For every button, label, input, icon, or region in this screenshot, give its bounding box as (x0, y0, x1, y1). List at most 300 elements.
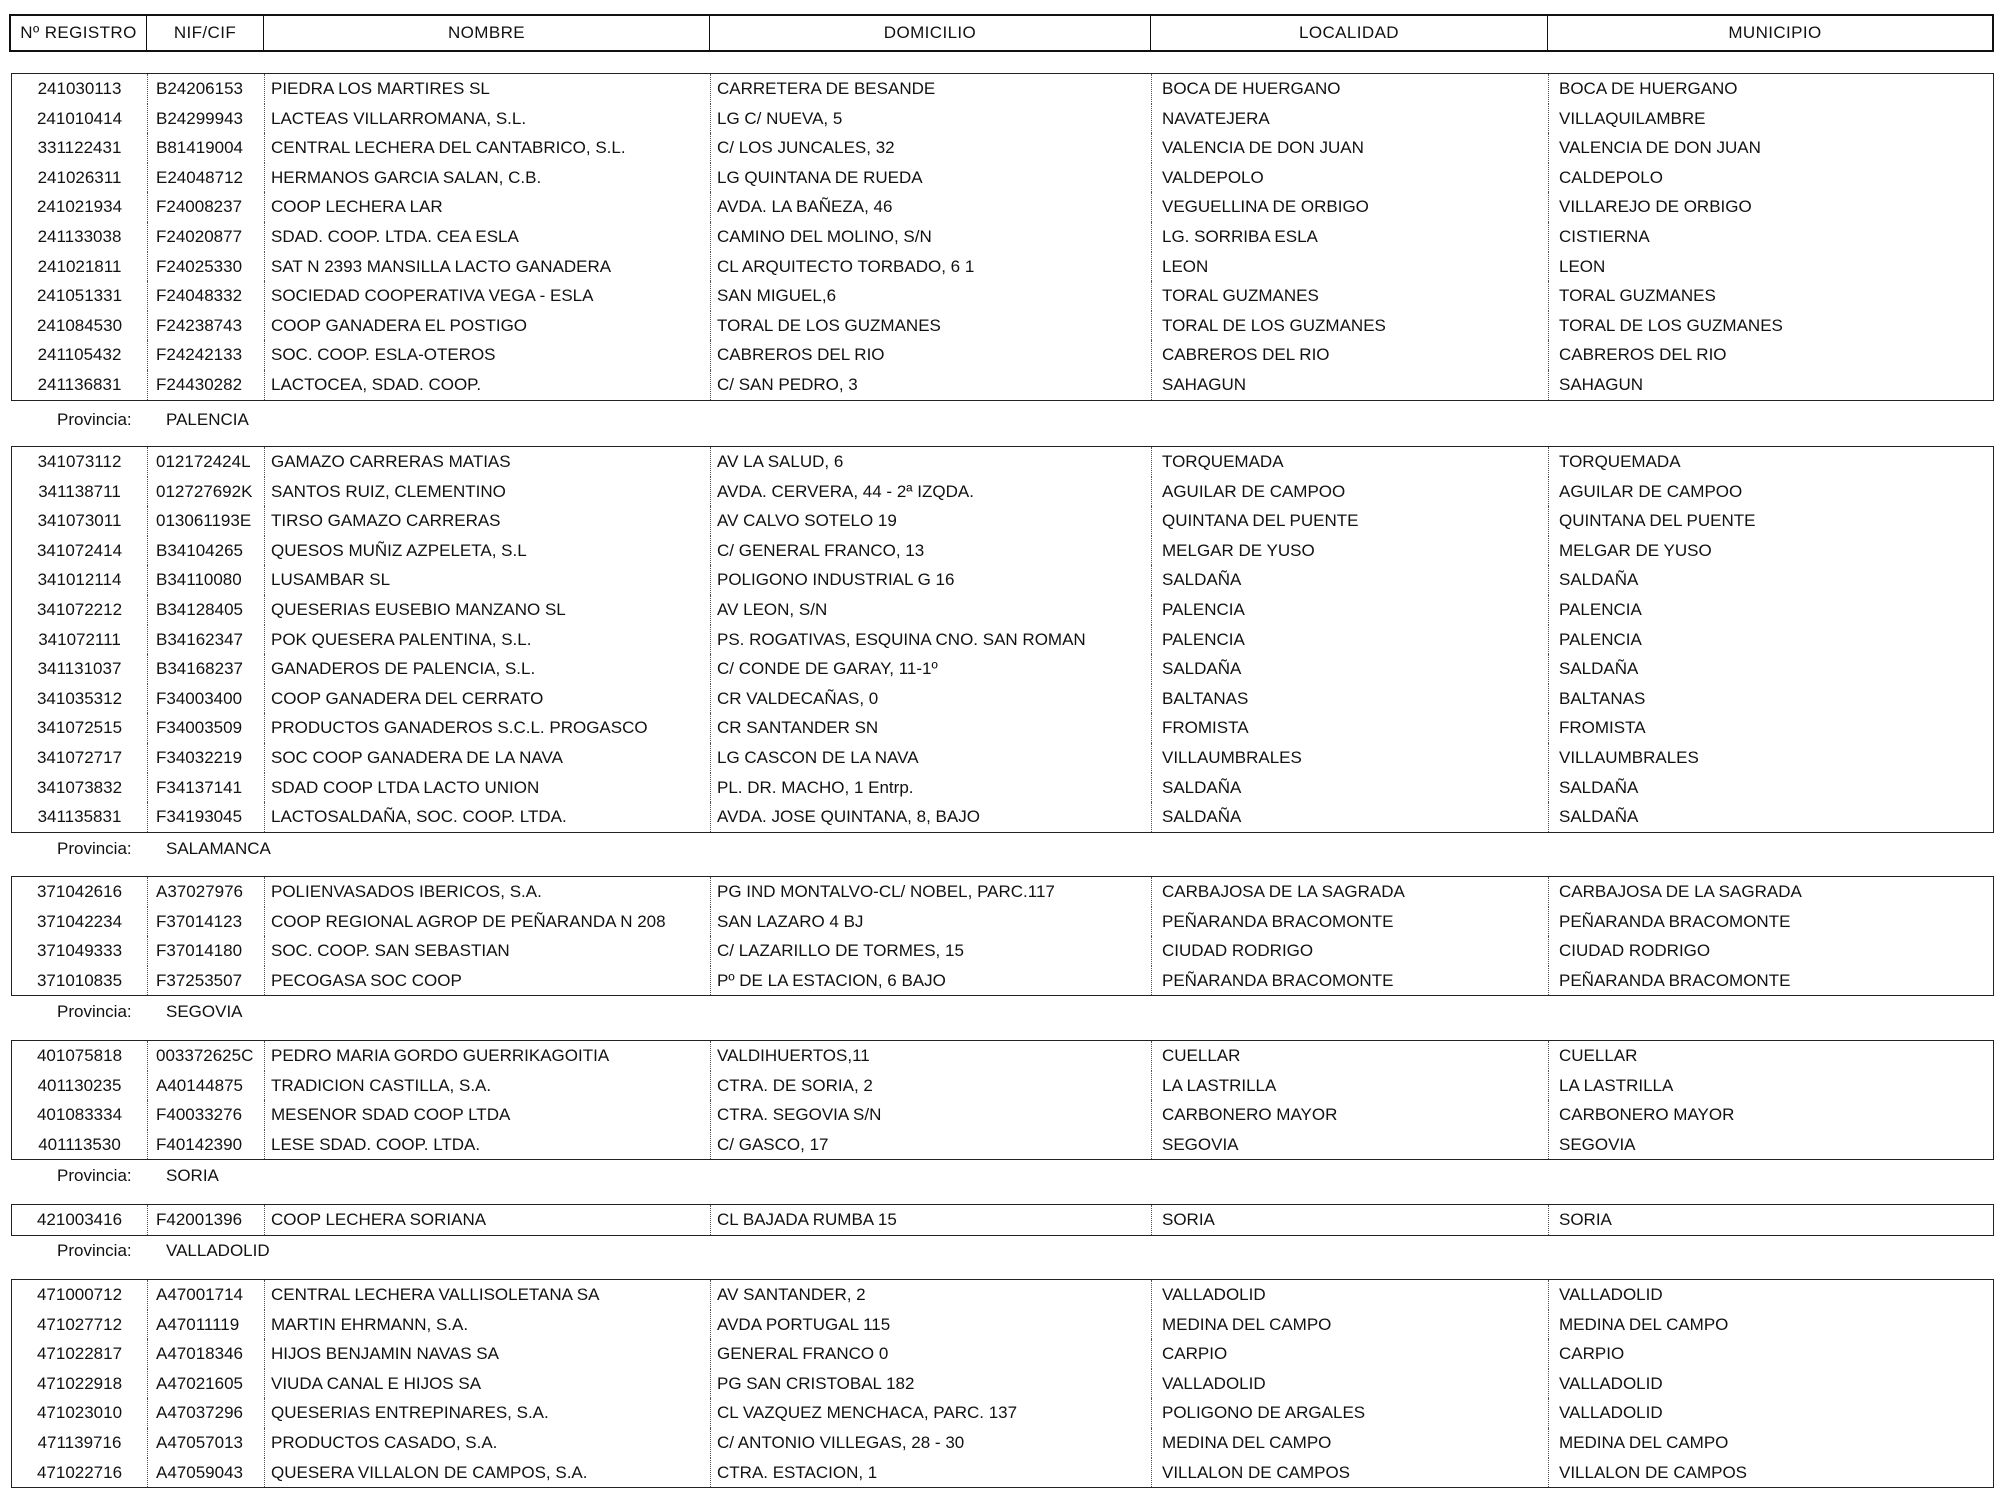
domicilio-cell: CL ARQUITECTO TORBADO, 6 1 (710, 252, 1151, 282)
header-nif: NIF/CIF (146, 16, 263, 50)
registro-cell: 341135831 (37, 807, 122, 827)
municipio-cell: MELGAR DE YUSO (1548, 536, 2000, 566)
table-row (12, 684, 1993, 714)
registro-cell: 241026311 (37, 167, 122, 187)
municipio-cell: SALDAÑA (1548, 773, 2000, 803)
localidad-cell: SALDAÑA (1151, 802, 1548, 832)
localidad-cell: QUINTANA DEL PUENTE (1151, 506, 1548, 536)
registro-cell: 471027712 (36, 1314, 123, 1334)
registro-cell: 241021811 (37, 256, 122, 276)
nombre-cell: SOC. COOP. ESLA-OTEROS (264, 340, 710, 370)
nombre-cell: COOP GANADERA EL POSTIGO (264, 311, 710, 341)
nombre-cell: POLIENVASADOS IBERICOS, S.A. (264, 877, 710, 907)
localidad-cell: BOCA DE HUERGANO (1151, 74, 1548, 104)
registro-cell: 471022918 (36, 1373, 123, 1393)
registro-cell: 341073011 (37, 511, 122, 531)
province-name: SALAMANCA (166, 839, 271, 858)
registro-cell: 241084530 (36, 315, 123, 335)
header-municipio: MUNICIPIO (1547, 16, 2000, 50)
nombre-cell: SOCIEDAD COOPERATIVA VEGA - ESLA (264, 281, 710, 311)
nombre-cell: TRADICION CASTILLA, S.A. (264, 1071, 710, 1101)
registro-cell: 471022817 (36, 1344, 123, 1364)
registro-cell: 401075818 (36, 1046, 123, 1065)
registro-cell: 341072414 (36, 540, 123, 560)
domicilio-cell: AV LEON, S/N (710, 595, 1151, 625)
table-row (12, 311, 1993, 341)
nif-cell: F34003400 (147, 684, 264, 714)
nif-cell: A37027976 (147, 877, 264, 907)
nombre-cell: LACTEAS VILLARROMANA, S.L. (264, 104, 710, 134)
municipio-cell: CIUDAD RODRIGO (1548, 936, 2000, 966)
table-row (12, 340, 1993, 370)
municipio-cell: QUINTANA DEL PUENTE (1548, 506, 2000, 536)
table-row (12, 1130, 1993, 1160)
localidad-cell: TORQUEMADA (1151, 447, 1548, 477)
domicilio-cell: CAMINO DEL MOLINO, S/N (710, 222, 1151, 252)
domicilio-cell: CR VALDECAÑAS, 0 (710, 684, 1151, 714)
nif-cell: B24299943 (147, 104, 264, 134)
domicilio-cell: CABREROS DEL RIO (710, 340, 1151, 370)
municipio-cell: CISTIERNA (1548, 222, 2000, 252)
localidad-cell: POLIGONO DE ARGALES (1151, 1398, 1548, 1428)
registro-cell: 341073832 (36, 777, 123, 797)
table-row (12, 802, 1993, 832)
nif-cell: A47037296 (147, 1398, 264, 1428)
nombre-cell: LESE SDAD. COOP. LTDA. (264, 1130, 710, 1160)
nombre-cell: QUESOS MUÑIZ AZPELETA, S.L (264, 536, 710, 566)
municipio-cell: CABREROS DEL RIO (1548, 340, 2000, 370)
nif-cell: B34104265 (147, 536, 264, 566)
localidad-cell: BALTANAS (1151, 684, 1548, 714)
municipio-cell: BALTANAS (1548, 684, 2000, 714)
localidad-cell: CABREROS DEL RIO (1151, 340, 1548, 370)
localidad-cell: SALDAÑA (1151, 565, 1548, 595)
registro-cell: 341073112 (37, 452, 122, 471)
nif-cell: 012727692K (147, 477, 264, 507)
municipio-cell: CARPIO (1548, 1339, 2000, 1369)
municipio-cell: SALDAÑA (1548, 654, 2000, 684)
domicilio-cell: AVDA PORTUGAL 115 (710, 1310, 1151, 1340)
domicilio-cell: POLIGONO INDUSTRIAL G 16 (710, 565, 1151, 595)
registro-cell: 471000712 (36, 1285, 123, 1304)
municipio-cell: CARBAJOSA DE LA SAGRADA (1548, 877, 2000, 907)
domicilio-cell: AV LA SALUD, 6 (710, 447, 1151, 477)
municipio-cell: LA LASTRILLA (1548, 1071, 2000, 1101)
localidad-cell: CIUDAD RODRIGO (1151, 936, 1548, 966)
nif-cell: F34193045 (147, 802, 264, 832)
domicilio-cell: PG IND MONTALVO-CL/ NOBEL, PARC.117 (710, 877, 1151, 907)
nombre-cell: TIRSO GAMAZO CARRERAS (264, 506, 710, 536)
domicilio-cell: GENERAL FRANCO 0 (710, 1339, 1151, 1369)
nombre-cell: SDAD. COOP. LTDA. CEA ESLA (264, 222, 710, 252)
municipio-cell: CUELLAR (1548, 1041, 2000, 1071)
municipio-cell: PALENCIA (1548, 625, 2000, 655)
table-row (12, 163, 1993, 193)
table-header (9, 14, 1994, 52)
nombre-cell: CENTRAL LECHERA DEL CANTABRICO, S.L. (264, 133, 710, 163)
localidad-cell: PEÑARANDA BRACOMONTE (1151, 907, 1548, 937)
nombre-cell: COOP GANADERA DEL CERRATO (264, 684, 710, 714)
nombre-cell: SOC COOP GANADERA DE LA NAVA (264, 743, 710, 773)
localidad-cell: VALDEPOLO (1151, 163, 1548, 193)
registro-cell: 421003416 (36, 1210, 123, 1229)
registro-cell: 341072515 (36, 718, 123, 738)
domicilio-cell: CL BAJADA RUMBA 15 (710, 1205, 1151, 1235)
nombre-cell: COOP REGIONAL AGROP DE PEÑARANDA N 208 (264, 907, 710, 937)
domicilio-cell: AV SANTANDER, 2 (710, 1280, 1151, 1310)
nombre-cell: PIEDRA LOS MARTIRES SL (264, 74, 710, 104)
nombre-cell: CENTRAL LECHERA VALLISOLETANA SA (264, 1280, 710, 1310)
table-row (12, 222, 1993, 252)
nombre-cell: PRODUCTOS GANADEROS S.C.L. PROGASCO (264, 713, 710, 743)
nif-cell: A47021605 (147, 1369, 264, 1399)
nombre-cell: LUSAMBAR SL (264, 565, 710, 595)
nif-cell: F40033276 (147, 1100, 264, 1130)
registro-cell: 331122431 (37, 138, 122, 158)
nif-cell: F40142390 (147, 1130, 264, 1160)
nif-cell: B81419004 (147, 133, 264, 163)
municipio-cell: VALENCIA DE DON JUAN (1548, 133, 2000, 163)
localidad-cell: VILLAUMBRALES (1151, 743, 1548, 773)
localidad-cell: CUELLAR (1151, 1041, 1548, 1071)
header-registro: Nº REGISTRO (20, 23, 137, 42)
table-row (12, 370, 1993, 400)
domicilio-cell: AVDA. JOSE QUINTANA, 8, BAJO (710, 802, 1151, 832)
nif-cell: A40144875 (147, 1071, 264, 1101)
table-row (12, 1428, 1993, 1458)
domicilio-cell: CR SANTANDER SN (710, 713, 1151, 743)
domicilio-cell: SAN LAZARO 4 BJ (710, 907, 1151, 937)
nombre-cell: QUESERIAS EUSEBIO MANZANO SL (264, 595, 710, 625)
registro-cell: 241105432 (37, 345, 122, 365)
table-row (12, 506, 1993, 536)
nif-cell: F24238743 (147, 311, 264, 341)
municipio-cell: SORIA (1548, 1205, 2000, 1235)
nombre-cell: PEDRO MARIA GORDO GUERRIKAGOITIA (264, 1041, 710, 1071)
nif-cell: B34168237 (147, 654, 264, 684)
table-row (12, 477, 1993, 507)
municipio-cell: MEDINA DEL CAMPO (1548, 1310, 2000, 1340)
domicilio-cell: C/ SAN PEDRO, 3 (710, 370, 1151, 400)
localidad-cell: TORAL GUZMANES (1151, 281, 1548, 311)
registro-cell: 401113530 (38, 1134, 121, 1154)
municipio-cell: TORAL GUZMANES (1548, 281, 2000, 311)
nif-cell: E24048712 (147, 163, 264, 193)
municipio-cell: SEGOVIA (1548, 1130, 2000, 1160)
section-table (11, 1279, 1994, 1488)
table-row (12, 104, 1993, 134)
table-row (12, 936, 1993, 966)
table-row (12, 743, 1993, 773)
table-row (12, 133, 1993, 163)
section-table (11, 876, 1994, 996)
registro-cell: 341012114 (37, 570, 122, 590)
nombre-cell: POK QUESERA PALENTINA, S.L. (264, 625, 710, 655)
domicilio-cell: SAN MIGUEL,6 (710, 281, 1151, 311)
nif-cell: B34162347 (147, 625, 264, 655)
table-row (12, 1458, 1993, 1488)
registro-cell: 471139716 (37, 1432, 122, 1452)
registro-cell: 241030113 (37, 79, 122, 98)
table-row (12, 1041, 1993, 1071)
localidad-cell: VEGUELLINA DE ORBIGO (1151, 192, 1548, 222)
municipio-cell: VILLAQUILAMBRE (1548, 104, 2000, 134)
nombre-cell: HERMANOS GARCIA SALAN, C.B. (264, 163, 710, 193)
nif-cell: F24430282 (147, 370, 264, 400)
nif-cell: F34032219 (147, 743, 264, 773)
province-label: Provincia: (57, 1166, 132, 1185)
municipio-cell: PEÑARANDA BRACOMONTE (1548, 966, 2000, 996)
domicilio-cell: AVDA. LA BAÑEZA, 46 (710, 192, 1151, 222)
municipio-cell: MEDINA DEL CAMPO (1548, 1428, 2000, 1458)
localidad-cell: LG. SORRIBA ESLA (1151, 222, 1548, 252)
table-row (12, 1071, 1993, 1101)
municipio-cell: PEÑARANDA BRACOMONTE (1548, 907, 2000, 937)
municipio-cell: VILLAUMBRALES (1548, 743, 2000, 773)
localidad-cell: VALLADOLID (1151, 1280, 1548, 1310)
localidad-cell: VALLADOLID (1151, 1369, 1548, 1399)
registro-cell: 341072717 (36, 747, 123, 767)
registro-cell: 241051331 (36, 286, 123, 306)
nif-cell: F24025330 (147, 252, 264, 282)
domicilio-cell: LG C/ NUEVA, 5 (710, 104, 1151, 134)
domicilio-cell: Pº DE LA ESTACION, 6 BAJO (710, 966, 1151, 996)
municipio-cell: TORQUEMADA (1548, 447, 2000, 477)
localidad-cell: SALDAÑA (1151, 654, 1548, 684)
nombre-cell: VIUDA CANAL E HIJOS SA (264, 1369, 710, 1399)
domicilio-cell: CTRA. DE SORIA, 2 (710, 1071, 1151, 1101)
localidad-cell: FROMISTA (1151, 713, 1548, 743)
municipio-cell: CARBONERO MAYOR (1548, 1100, 2000, 1130)
domicilio-cell: AV CALVO SOTELO 19 (710, 506, 1151, 536)
nif-cell: F24008237 (147, 192, 264, 222)
nombre-cell: COOP LECHERA SORIANA (264, 1205, 710, 1235)
municipio-cell: CALDEPOLO (1548, 163, 2000, 193)
nif-cell: F24048332 (147, 281, 264, 311)
table-row (12, 1398, 1993, 1428)
municipio-cell: AGUILAR DE CAMPOO (1548, 477, 2000, 507)
domicilio-cell: PS. ROGATIVAS, ESQUINA CNO. SAN ROMAN (710, 625, 1151, 655)
table-row (12, 1100, 1993, 1130)
table-row (12, 654, 1993, 684)
domicilio-cell: C/ LAZARILLO DE TORMES, 15 (710, 936, 1151, 966)
province-label: Provincia: (57, 839, 132, 858)
localidad-cell: LA LASTRILLA (1151, 1071, 1548, 1101)
municipio-cell: LEON (1548, 252, 2000, 282)
localidad-cell: PALENCIA (1151, 595, 1548, 625)
table-row (12, 907, 1993, 937)
nombre-cell: LACTOSALDAÑA, SOC. COOP. LTDA. (264, 802, 710, 832)
localidad-cell: PALENCIA (1151, 625, 1548, 655)
localidad-cell: MEDINA DEL CAMPO (1151, 1310, 1548, 1340)
domicilio-cell: LG QUINTANA DE RUEDA (710, 163, 1151, 193)
domicilio-cell: AVDA. CERVERA, 44 - 2ª IZQDA. (710, 477, 1151, 507)
domicilio-cell: C/ GENERAL FRANCO, 13 (710, 536, 1151, 566)
nif-cell: F24020877 (147, 222, 264, 252)
nif-cell: A47018346 (147, 1339, 264, 1369)
nombre-cell: SOC. COOP. SAN SEBASTIAN (264, 936, 710, 966)
nif-cell: F37014180 (147, 936, 264, 966)
table-row (12, 565, 1993, 595)
municipio-cell: FROMISTA (1548, 713, 2000, 743)
municipio-cell: PALENCIA (1548, 595, 2000, 625)
municipio-cell: SALDAÑA (1548, 802, 2000, 832)
nombre-cell: MARTIN EHRMANN, S.A. (264, 1310, 710, 1340)
nif-cell: A47059043 (147, 1458, 264, 1488)
province-label: Provincia: (57, 1241, 132, 1260)
localidad-cell: PEÑARANDA BRACOMONTE (1151, 966, 1548, 996)
nif-cell: 013061193E (147, 506, 264, 536)
registro-cell: 341035312 (36, 688, 123, 708)
localidad-cell: MELGAR DE YUSO (1151, 536, 1548, 566)
table-row (12, 877, 1993, 907)
localidad-cell: TORAL DE LOS GUZMANES (1151, 311, 1548, 341)
localidad-cell: AGUILAR DE CAMPOO (1151, 477, 1548, 507)
municipio-cell: SALDAÑA (1548, 565, 2000, 595)
registro-cell: 341131037 (37, 659, 122, 679)
table-row (12, 252, 1993, 282)
registro-cell: 341138711 (38, 481, 121, 501)
nombre-cell: LACTOCEA, SDAD. COOP. (264, 370, 710, 400)
municipio-cell: TORAL DE LOS GUZMANES (1548, 311, 2000, 341)
section-table (11, 73, 1994, 401)
domicilio-cell: PG SAN CRISTOBAL 182 (710, 1369, 1151, 1399)
localidad-cell: CARBONERO MAYOR (1151, 1100, 1548, 1130)
nombre-cell: QUESERA VILLALON DE CAMPOS, S.A. (264, 1458, 710, 1488)
registro-cell: 371042616 (36, 882, 123, 901)
table-row (12, 713, 1993, 743)
nif-cell: A47011119 (147, 1310, 264, 1340)
registro-cell: 401083334 (36, 1105, 123, 1125)
registro-cell: 371049333 (36, 941, 123, 961)
registro-cell: 341072111 (38, 629, 121, 649)
table-row (12, 281, 1993, 311)
registro-cell: 471022716 (36, 1462, 123, 1482)
localidad-cell: LEON (1151, 252, 1548, 282)
nombre-cell: GANADEROS DE PALENCIA, S.L. (264, 654, 710, 684)
header-localidad: LOCALIDAD (1150, 16, 1547, 50)
nif-cell: F42001396 (147, 1205, 264, 1235)
nombre-cell: HIJOS BENJAMIN NAVAS SA (264, 1339, 710, 1369)
nombre-cell: SDAD COOP LTDA LACTO UNION (264, 773, 710, 803)
nif-cell: F37253507 (147, 966, 264, 996)
localidad-cell: SORIA (1151, 1205, 1548, 1235)
nif-cell: B34128405 (147, 595, 264, 625)
province-label: Provincia: (57, 1002, 132, 1021)
nif-cell: B34110080 (147, 565, 264, 595)
domicilio-cell: CL VAZQUEZ MENCHACA, PARC. 137 (710, 1398, 1151, 1428)
registro-cell: 241133038 (37, 226, 122, 246)
localidad-cell: VALENCIA DE DON JUAN (1151, 133, 1548, 163)
province-name: VALLADOLID (166, 1241, 270, 1260)
nif-cell: F24242133 (147, 340, 264, 370)
localidad-cell: VILLALON DE CAMPOS (1151, 1458, 1548, 1488)
localidad-cell: SAHAGUN (1151, 370, 1548, 400)
table-row (12, 1369, 1993, 1399)
domicilio-cell: C/ ANTONIO VILLEGAS, 28 - 30 (710, 1428, 1151, 1458)
domicilio-cell: C/ CONDE DE GARAY, 11-1º (710, 654, 1151, 684)
nombre-cell: QUESERIAS ENTREPINARES, S.A. (264, 1398, 710, 1428)
table-row (12, 1280, 1993, 1310)
nif-cell: 012172424L (147, 447, 264, 477)
nombre-cell: COOP LECHERA LAR (264, 192, 710, 222)
header-nombre: NOMBRE (263, 16, 709, 50)
domicilio-cell: VALDIHUERTOS,11 (710, 1041, 1151, 1071)
nombre-cell: SAT N 2393 MANSILLA LACTO GANADERA (264, 252, 710, 282)
header-domicilio: DOMICILIO (709, 16, 1150, 50)
domicilio-cell: CTRA. ESTACION, 1 (710, 1458, 1151, 1488)
municipio-cell: BOCA DE HUERGANO (1548, 74, 2000, 104)
nombre-cell: PRODUCTOS CASADO, S.A. (264, 1428, 710, 1458)
registro-cell: 241010414 (36, 108, 123, 128)
domicilio-cell: C/ LOS JUNCALES, 32 (710, 133, 1151, 163)
registro-cell: 371042234 (36, 911, 123, 931)
municipio-cell: SAHAGUN (1548, 370, 2000, 400)
table-row (12, 595, 1993, 625)
domicilio-cell: LG CASCON DE LA NAVA (710, 743, 1151, 773)
municipio-cell: VILLAREJO DE ORBIGO (1548, 192, 2000, 222)
province-name: PALENCIA (166, 410, 249, 429)
table-row (12, 966, 1993, 996)
localidad-cell: CARPIO (1151, 1339, 1548, 1369)
registro-cell: 241136831 (37, 374, 122, 394)
nif-cell: A47001714 (147, 1280, 264, 1310)
nif-cell: F34137141 (147, 773, 264, 803)
domicilio-cell: CARRETERA DE BESANDE (710, 74, 1151, 104)
registro-cell: 241021934 (36, 197, 123, 217)
registro-cell: 371010835 (36, 970, 123, 990)
municipio-cell: VALLADOLID (1548, 1398, 2000, 1428)
municipio-cell: VALLADOLID (1548, 1369, 2000, 1399)
registro-cell: 471023010 (36, 1403, 123, 1423)
nif-cell: B24206153 (147, 74, 264, 104)
province-name: SEGOVIA (166, 1002, 243, 1021)
province-label: Provincia: (57, 410, 132, 429)
nombre-cell: PECOGASA SOC COOP (264, 966, 710, 996)
nombre-cell: SANTOS RUIZ, CLEMENTINO (264, 477, 710, 507)
nif-cell: 003372625C (147, 1041, 264, 1071)
table-row (12, 536, 1993, 566)
table-row (12, 625, 1993, 655)
nif-cell: A47057013 (147, 1428, 264, 1458)
municipio-cell: VALLADOLID (1548, 1280, 2000, 1310)
table-row (12, 1339, 1993, 1369)
localidad-cell: CARBAJOSA DE LA SAGRADA (1151, 877, 1548, 907)
domicilio-cell: CTRA. SEGOVIA S/N (710, 1100, 1151, 1130)
nif-cell: F34003509 (147, 713, 264, 743)
domicilio-cell: TORAL DE LOS GUZMANES (710, 311, 1151, 341)
table-row (12, 447, 1993, 477)
table-row (12, 773, 1993, 803)
nif-cell: F37014123 (147, 907, 264, 937)
registro-cell: 401130235 (37, 1075, 122, 1095)
section-table (11, 446, 1994, 833)
table-row (12, 1310, 1993, 1340)
localidad-cell: SEGOVIA (1151, 1130, 1548, 1160)
localidad-cell: SALDAÑA (1151, 773, 1548, 803)
localidad-cell: NAVATEJERA (1151, 104, 1548, 134)
table-row (12, 192, 1993, 222)
localidad-cell: MEDINA DEL CAMPO (1151, 1428, 1548, 1458)
province-name: SORIA (166, 1166, 219, 1185)
table-row (12, 1205, 1993, 1235)
domicilio-cell: C/ GASCO, 17 (710, 1130, 1151, 1160)
section-table (11, 1040, 1994, 1160)
registro-cell: 341072212 (36, 599, 123, 619)
domicilio-cell: PL. DR. MACHO, 1 Entrp. (710, 773, 1151, 803)
table-row (12, 74, 1993, 104)
nombre-cell: MESENOR SDAD COOP LTDA (264, 1100, 710, 1130)
